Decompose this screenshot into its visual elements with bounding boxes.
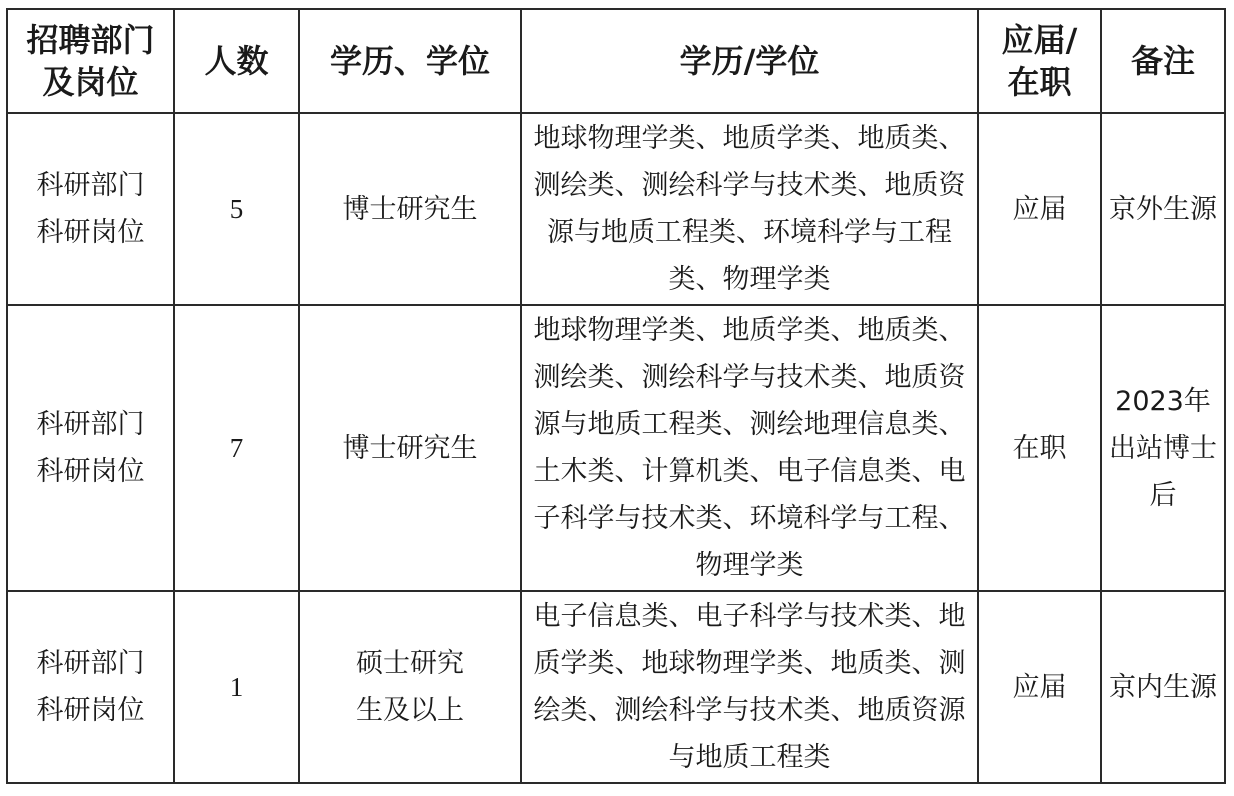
table-row <box>7 591 1225 783</box>
count-cell: 7 <box>174 305 299 591</box>
header-majors: 学历/学位 <box>521 9 978 113</box>
note-cell: 京内生源 <box>1101 591 1225 783</box>
header-status: 应届/在职 <box>978 9 1101 113</box>
dept-cell: 科研部门科研岗位 <box>7 113 174 305</box>
header-dept: 招聘部门及岗位 <box>7 9 174 113</box>
header-degree: 学历、学位 <box>299 9 521 113</box>
status-cell: 应届 <box>978 591 1101 783</box>
degree-cell: 硕士研究生及以上 <box>299 591 521 783</box>
table-header-row <box>7 9 1225 113</box>
table-row <box>7 113 1225 305</box>
note-cell: 2023年出站博士后 <box>1101 305 1225 591</box>
dept-cell: 科研部门科研岗位 <box>7 591 174 783</box>
table-row <box>7 305 1225 591</box>
majors-cell: 地球物理学类、地质学类、地质类、测绘类、测绘科学与技术类、地质资源与地质工程类、环境科学与工程类、物理学类 <box>521 113 978 305</box>
dept-cell: 科研部门科研岗位 <box>7 305 174 591</box>
degree-cell: 博士研究生 <box>299 305 521 591</box>
header-note: 备注 <box>1101 9 1225 113</box>
recruitment-table <box>6 8 1226 784</box>
status-cell: 应届 <box>978 113 1101 305</box>
majors-cell: 地球物理学类、地质学类、地质类、测绘类、测绘科学与技术类、地质资源与地质工程类、测绘地理信息类、土木类、计算机类、电子信息类、电子科学与技术类、环境科学与工程、物理学类 <box>521 305 978 591</box>
header-count: 人数 <box>174 9 299 113</box>
count-cell: 1 <box>174 591 299 783</box>
majors-cell: 电子信息类、电子科学与技术类、地质学类、地球物理学类、地质类、测绘类、测绘科学与技术类、地质资源与地质工程类 <box>521 591 978 783</box>
status-cell: 在职 <box>978 305 1101 591</box>
count-cell: 5 <box>174 113 299 305</box>
degree-cell: 博士研究生 <box>299 113 521 305</box>
note-cell: 京外生源 <box>1101 113 1225 305</box>
